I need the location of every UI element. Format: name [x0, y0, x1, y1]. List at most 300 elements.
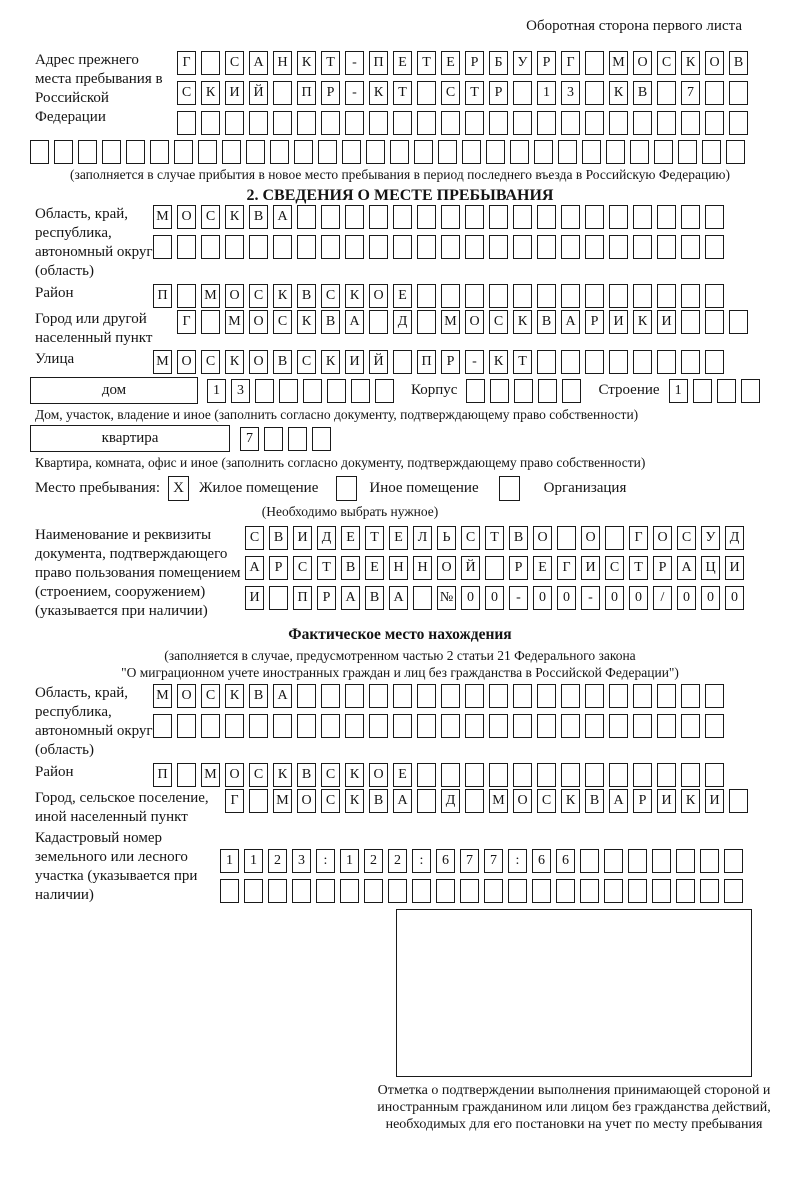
- char-cell[interactable]: А: [561, 310, 580, 334]
- char-cell[interactable]: [561, 350, 580, 374]
- char-cell[interactable]: Г: [629, 526, 648, 550]
- char-cell[interactable]: [268, 879, 287, 903]
- char-cell[interactable]: [342, 140, 361, 164]
- char-cell[interactable]: С: [249, 284, 268, 308]
- char-cell[interactable]: С: [225, 51, 244, 75]
- char-cell[interactable]: [417, 763, 436, 787]
- char-cell[interactable]: [417, 684, 436, 708]
- char-cell[interactable]: К: [225, 350, 244, 374]
- char-cell[interactable]: Д: [393, 310, 412, 334]
- char-cell[interactable]: [700, 879, 719, 903]
- char-cell[interactable]: [54, 140, 73, 164]
- char-cell[interactable]: [724, 849, 743, 873]
- char-cell[interactable]: М: [153, 350, 172, 374]
- char-cell[interactable]: К: [633, 310, 652, 334]
- char-cell[interactable]: 7: [681, 81, 700, 105]
- char-cell[interactable]: 6: [436, 849, 455, 873]
- char-cell[interactable]: И: [609, 310, 628, 334]
- char-cell[interactable]: О: [581, 526, 600, 550]
- char-cell[interactable]: О: [533, 526, 552, 550]
- char-cell[interactable]: В: [633, 81, 652, 105]
- char-cell[interactable]: [513, 714, 532, 738]
- char-cell[interactable]: [729, 789, 748, 813]
- char-cell[interactable]: [585, 205, 604, 229]
- char-cell[interactable]: [225, 235, 244, 259]
- char-cell[interactable]: [177, 235, 196, 259]
- char-cell[interactable]: Е: [365, 556, 384, 580]
- char-cell[interactable]: 0: [629, 586, 648, 610]
- char-cell[interactable]: [556, 879, 575, 903]
- char-cell[interactable]: [561, 763, 580, 787]
- char-cell[interactable]: [417, 789, 436, 813]
- char-cell[interactable]: В: [729, 51, 748, 75]
- char-cell[interactable]: К: [345, 284, 364, 308]
- char-cell[interactable]: С: [441, 81, 460, 105]
- char-cell[interactable]: С: [461, 526, 480, 550]
- char-cell[interactable]: [465, 763, 484, 787]
- char-cell[interactable]: [657, 684, 676, 708]
- char-cell[interactable]: [201, 111, 220, 135]
- char-cell[interactable]: [513, 81, 532, 105]
- char-cell[interactable]: 0: [725, 586, 744, 610]
- char-cell[interactable]: [321, 714, 340, 738]
- char-cell[interactable]: [292, 879, 311, 903]
- char-cell[interactable]: 0: [557, 586, 576, 610]
- char-cell[interactable]: [489, 763, 508, 787]
- char-cell[interactable]: И: [245, 586, 264, 610]
- char-cell[interactable]: [441, 684, 460, 708]
- char-cell[interactable]: [537, 235, 556, 259]
- char-cell[interactable]: -: [345, 51, 364, 75]
- char-cell[interactable]: О: [465, 310, 484, 334]
- char-cell[interactable]: [513, 284, 532, 308]
- char-cell[interactable]: [321, 205, 340, 229]
- char-cell[interactable]: [729, 81, 748, 105]
- char-cell[interactable]: [604, 879, 623, 903]
- char-cell[interactable]: [369, 235, 388, 259]
- char-cell[interactable]: С: [245, 526, 264, 550]
- char-cell[interactable]: [369, 684, 388, 708]
- char-cell[interactable]: [705, 205, 724, 229]
- char-cell[interactable]: К: [609, 81, 628, 105]
- char-cell[interactable]: Е: [393, 763, 412, 787]
- char-cell[interactable]: 3: [561, 81, 580, 105]
- char-cell[interactable]: Д: [317, 526, 336, 550]
- char-cell[interactable]: [633, 684, 652, 708]
- char-cell[interactable]: [609, 205, 628, 229]
- char-cell[interactable]: Н: [273, 51, 292, 75]
- char-cell[interactable]: [388, 879, 407, 903]
- char-cell[interactable]: М: [225, 310, 244, 334]
- char-cell[interactable]: [78, 140, 97, 164]
- char-cell[interactable]: [249, 111, 268, 135]
- char-cell[interactable]: С: [489, 310, 508, 334]
- char-cell[interactable]: [633, 284, 652, 308]
- checkbox-org[interactable]: [499, 476, 520, 501]
- char-cell[interactable]: К: [681, 51, 700, 75]
- char-cell[interactable]: К: [345, 789, 364, 813]
- char-cell[interactable]: Т: [513, 350, 532, 374]
- char-cell[interactable]: П: [369, 51, 388, 75]
- char-cell[interactable]: [561, 714, 580, 738]
- char-cell[interactable]: -: [509, 586, 528, 610]
- char-cell[interactable]: [255, 379, 274, 403]
- char-cell[interactable]: [558, 140, 577, 164]
- char-cell[interactable]: 0: [677, 586, 696, 610]
- char-cell[interactable]: [249, 789, 268, 813]
- char-cell[interactable]: П: [153, 284, 172, 308]
- char-cell[interactable]: [513, 111, 532, 135]
- char-cell[interactable]: М: [273, 789, 292, 813]
- char-cell[interactable]: [264, 427, 283, 451]
- char-cell[interactable]: Т: [365, 526, 384, 550]
- char-cell[interactable]: 3: [231, 379, 250, 403]
- char-cell[interactable]: [717, 379, 736, 403]
- char-cell[interactable]: В: [297, 284, 316, 308]
- char-cell[interactable]: С: [177, 81, 196, 105]
- char-cell[interactable]: [633, 111, 652, 135]
- char-cell[interactable]: [561, 111, 580, 135]
- char-cell[interactable]: Р: [465, 51, 484, 75]
- char-cell[interactable]: [303, 379, 322, 403]
- char-cell[interactable]: С: [605, 556, 624, 580]
- char-cell[interactable]: [585, 684, 604, 708]
- char-cell[interactable]: [585, 763, 604, 787]
- char-cell[interactable]: Р: [633, 789, 652, 813]
- char-cell[interactable]: [609, 350, 628, 374]
- char-cell[interactable]: [628, 849, 647, 873]
- char-cell[interactable]: О: [513, 789, 532, 813]
- char-cell[interactable]: К: [273, 284, 292, 308]
- char-cell[interactable]: [345, 235, 364, 259]
- char-cell[interactable]: [676, 849, 695, 873]
- char-cell[interactable]: О: [705, 51, 724, 75]
- char-cell[interactable]: П: [297, 81, 316, 105]
- char-cell[interactable]: О: [177, 350, 196, 374]
- char-cell[interactable]: Т: [485, 526, 504, 550]
- char-cell[interactable]: [657, 714, 676, 738]
- char-cell[interactable]: 0: [485, 586, 504, 610]
- char-cell[interactable]: [244, 879, 263, 903]
- char-cell[interactable]: [585, 284, 604, 308]
- char-cell[interactable]: С: [293, 556, 312, 580]
- char-cell[interactable]: [633, 205, 652, 229]
- char-cell[interactable]: В: [537, 310, 556, 334]
- char-cell[interactable]: [201, 714, 220, 738]
- char-cell[interactable]: [652, 849, 671, 873]
- char-cell[interactable]: А: [609, 789, 628, 813]
- char-cell[interactable]: -: [345, 81, 364, 105]
- char-cell[interactable]: [177, 714, 196, 738]
- char-cell[interactable]: [465, 789, 484, 813]
- char-cell[interactable]: П: [293, 586, 312, 610]
- char-cell[interactable]: [580, 879, 599, 903]
- char-cell[interactable]: 7: [240, 427, 259, 451]
- char-cell[interactable]: [393, 235, 412, 259]
- char-cell[interactable]: [705, 350, 724, 374]
- char-cell[interactable]: А: [345, 310, 364, 334]
- char-cell[interactable]: [177, 111, 196, 135]
- char-cell[interactable]: [201, 235, 220, 259]
- char-cell[interactable]: [340, 879, 359, 903]
- char-cell[interactable]: С: [677, 526, 696, 550]
- char-cell[interactable]: [393, 205, 412, 229]
- char-cell[interactable]: К: [369, 81, 388, 105]
- char-cell[interactable]: Т: [465, 81, 484, 105]
- char-cell[interactable]: [585, 51, 604, 75]
- char-cell[interactable]: [678, 140, 697, 164]
- char-cell[interactable]: [705, 235, 724, 259]
- char-cell[interactable]: [538, 379, 557, 403]
- char-cell[interactable]: С: [201, 684, 220, 708]
- char-cell[interactable]: -: [465, 350, 484, 374]
- char-cell[interactable]: 0: [605, 586, 624, 610]
- char-cell[interactable]: [705, 111, 724, 135]
- char-cell[interactable]: С: [273, 310, 292, 334]
- char-cell[interactable]: [441, 714, 460, 738]
- char-cell[interactable]: [417, 235, 436, 259]
- char-cell[interactable]: О: [369, 763, 388, 787]
- char-cell[interactable]: И: [725, 556, 744, 580]
- char-cell[interactable]: [633, 763, 652, 787]
- char-cell[interactable]: [606, 140, 625, 164]
- char-cell[interactable]: 6: [556, 849, 575, 873]
- char-cell[interactable]: [681, 235, 700, 259]
- char-cell[interactable]: К: [273, 763, 292, 787]
- char-cell[interactable]: [585, 714, 604, 738]
- char-cell[interactable]: [585, 111, 604, 135]
- char-cell[interactable]: О: [249, 350, 268, 374]
- char-cell[interactable]: Й: [249, 81, 268, 105]
- char-cell[interactable]: [321, 235, 340, 259]
- char-cell[interactable]: [580, 849, 599, 873]
- char-cell[interactable]: О: [633, 51, 652, 75]
- char-cell[interactable]: Т: [321, 51, 340, 75]
- char-cell[interactable]: [657, 350, 676, 374]
- char-cell[interactable]: К: [201, 81, 220, 105]
- char-cell[interactable]: Р: [317, 586, 336, 610]
- char-cell[interactable]: [537, 205, 556, 229]
- char-cell[interactable]: [729, 111, 748, 135]
- char-cell[interactable]: [288, 427, 307, 451]
- char-cell[interactable]: И: [657, 310, 676, 334]
- char-cell[interactable]: [609, 714, 628, 738]
- char-cell[interactable]: [657, 81, 676, 105]
- char-cell[interactable]: 7: [484, 849, 503, 873]
- char-cell[interactable]: Д: [441, 789, 460, 813]
- char-cell[interactable]: Ь: [437, 526, 456, 550]
- char-cell[interactable]: [561, 284, 580, 308]
- char-cell[interactable]: И: [345, 350, 364, 374]
- char-cell[interactable]: №: [437, 586, 456, 610]
- char-cell[interactable]: И: [581, 556, 600, 580]
- char-cell[interactable]: [537, 763, 556, 787]
- char-cell[interactable]: С: [201, 350, 220, 374]
- char-cell[interactable]: Т: [417, 51, 436, 75]
- char-cell[interactable]: Т: [317, 556, 336, 580]
- char-cell[interactable]: [417, 205, 436, 229]
- char-cell[interactable]: 3: [292, 849, 311, 873]
- char-cell[interactable]: Р: [441, 350, 460, 374]
- char-cell[interactable]: И: [657, 789, 676, 813]
- char-cell[interactable]: С: [201, 205, 220, 229]
- char-cell[interactable]: [417, 284, 436, 308]
- char-cell[interactable]: 0: [533, 586, 552, 610]
- char-cell[interactable]: [693, 379, 712, 403]
- char-cell[interactable]: [345, 111, 364, 135]
- char-cell[interactable]: [366, 140, 385, 164]
- char-cell[interactable]: [369, 111, 388, 135]
- char-cell[interactable]: [345, 205, 364, 229]
- char-cell[interactable]: [609, 284, 628, 308]
- char-cell[interactable]: 6: [532, 849, 551, 873]
- char-cell[interactable]: А: [273, 684, 292, 708]
- char-cell[interactable]: :: [412, 849, 431, 873]
- char-cell[interactable]: К: [297, 310, 316, 334]
- char-cell[interactable]: [561, 205, 580, 229]
- checkbox-inoe[interactable]: [336, 476, 357, 501]
- char-cell[interactable]: П: [153, 763, 172, 787]
- char-cell[interactable]: [369, 310, 388, 334]
- char-cell[interactable]: [225, 714, 244, 738]
- char-cell[interactable]: [153, 235, 172, 259]
- char-cell[interactable]: Р: [653, 556, 672, 580]
- char-cell[interactable]: [705, 684, 724, 708]
- char-cell[interactable]: А: [341, 586, 360, 610]
- char-cell[interactable]: [369, 714, 388, 738]
- char-cell[interactable]: [508, 879, 527, 903]
- char-cell[interactable]: О: [437, 556, 456, 580]
- char-cell[interactable]: [201, 310, 220, 334]
- char-cell[interactable]: [681, 310, 700, 334]
- char-cell[interactable]: 1: [537, 81, 556, 105]
- char-cell[interactable]: [393, 714, 412, 738]
- char-cell[interactable]: 1: [207, 379, 226, 403]
- char-cell[interactable]: [489, 714, 508, 738]
- char-cell[interactable]: А: [677, 556, 696, 580]
- char-cell[interactable]: К: [561, 789, 580, 813]
- char-cell[interactable]: [294, 140, 313, 164]
- char-cell[interactable]: [628, 879, 647, 903]
- char-cell[interactable]: [441, 205, 460, 229]
- char-cell[interactable]: [393, 350, 412, 374]
- char-cell[interactable]: 2: [364, 849, 383, 873]
- char-cell[interactable]: [724, 879, 743, 903]
- char-cell[interactable]: [705, 763, 724, 787]
- char-cell[interactable]: [413, 586, 432, 610]
- char-cell[interactable]: [417, 714, 436, 738]
- char-cell[interactable]: И: [705, 789, 724, 813]
- char-cell[interactable]: 0: [461, 586, 480, 610]
- char-cell[interactable]: В: [297, 763, 316, 787]
- char-cell[interactable]: [513, 763, 532, 787]
- char-cell[interactable]: [534, 140, 553, 164]
- char-cell[interactable]: [705, 714, 724, 738]
- char-cell[interactable]: Г: [177, 51, 196, 75]
- char-cell[interactable]: [489, 111, 508, 135]
- char-cell[interactable]: [513, 235, 532, 259]
- char-cell[interactable]: [297, 684, 316, 708]
- char-cell[interactable]: [465, 205, 484, 229]
- char-cell[interactable]: [630, 140, 649, 164]
- char-cell[interactable]: [633, 714, 652, 738]
- char-cell[interactable]: [351, 379, 370, 403]
- char-cell[interactable]: [657, 763, 676, 787]
- char-cell[interactable]: Р: [489, 81, 508, 105]
- char-cell[interactable]: [417, 81, 436, 105]
- char-cell[interactable]: [417, 111, 436, 135]
- char-cell[interactable]: [466, 379, 485, 403]
- char-cell[interactable]: В: [273, 350, 292, 374]
- char-cell[interactable]: К: [489, 350, 508, 374]
- char-cell[interactable]: В: [321, 310, 340, 334]
- char-cell[interactable]: [609, 684, 628, 708]
- char-cell[interactable]: :: [508, 849, 527, 873]
- char-cell[interactable]: М: [609, 51, 628, 75]
- char-cell[interactable]: [465, 684, 484, 708]
- char-cell[interactable]: [364, 879, 383, 903]
- char-cell[interactable]: Е: [393, 284, 412, 308]
- char-cell[interactable]: [681, 763, 700, 787]
- char-cell[interactable]: [273, 235, 292, 259]
- char-cell[interactable]: [537, 284, 556, 308]
- char-cell[interactable]: [177, 763, 196, 787]
- char-cell[interactable]: В: [341, 556, 360, 580]
- char-cell[interactable]: [537, 111, 556, 135]
- char-cell[interactable]: Ц: [701, 556, 720, 580]
- char-cell[interactable]: О: [177, 205, 196, 229]
- char-cell[interactable]: [681, 684, 700, 708]
- char-cell[interactable]: Е: [393, 51, 412, 75]
- char-cell[interactable]: Л: [413, 526, 432, 550]
- char-cell[interactable]: И: [225, 81, 244, 105]
- char-cell[interactable]: [441, 763, 460, 787]
- char-cell[interactable]: 1: [220, 849, 239, 873]
- char-cell[interactable]: А: [273, 205, 292, 229]
- char-cell[interactable]: [462, 140, 481, 164]
- char-cell[interactable]: О: [653, 526, 672, 550]
- char-cell[interactable]: [441, 284, 460, 308]
- char-cell[interactable]: С: [321, 284, 340, 308]
- char-cell[interactable]: [414, 140, 433, 164]
- char-cell[interactable]: Р: [537, 51, 556, 75]
- char-cell[interactable]: [297, 714, 316, 738]
- char-cell[interactable]: В: [249, 205, 268, 229]
- char-cell[interactable]: К: [297, 51, 316, 75]
- char-cell[interactable]: [676, 879, 695, 903]
- char-cell[interactable]: [484, 879, 503, 903]
- char-cell[interactable]: Т: [393, 81, 412, 105]
- char-cell[interactable]: [465, 111, 484, 135]
- char-cell[interactable]: Г: [225, 789, 244, 813]
- char-cell[interactable]: М: [489, 789, 508, 813]
- char-cell[interactable]: [369, 205, 388, 229]
- char-cell[interactable]: Р: [585, 310, 604, 334]
- char-cell[interactable]: [561, 235, 580, 259]
- char-cell[interactable]: [297, 235, 316, 259]
- char-cell[interactable]: [652, 879, 671, 903]
- char-cell[interactable]: [681, 714, 700, 738]
- char-cell[interactable]: С: [297, 350, 316, 374]
- char-cell[interactable]: Г: [561, 51, 580, 75]
- char-cell[interactable]: М: [153, 205, 172, 229]
- char-cell[interactable]: [537, 684, 556, 708]
- char-cell[interactable]: [681, 284, 700, 308]
- char-cell[interactable]: О: [369, 284, 388, 308]
- char-cell[interactable]: Д: [725, 526, 744, 550]
- char-cell[interactable]: 1: [244, 849, 263, 873]
- char-cell[interactable]: У: [701, 526, 720, 550]
